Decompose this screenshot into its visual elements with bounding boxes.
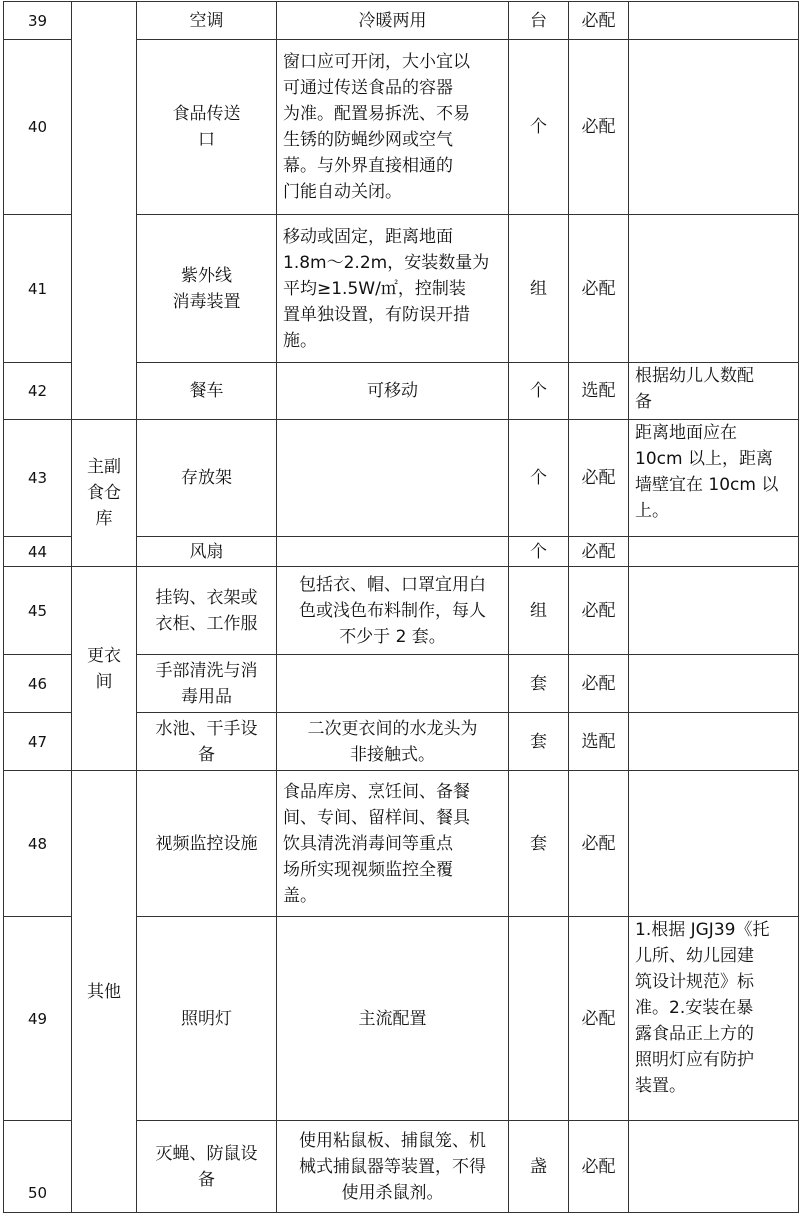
row-number: 50 [4,1121,72,1213]
item-note [629,655,799,713]
category-cell: 更衣 间 [72,567,137,771]
row-number: 45 [4,567,72,655]
category-cell: 主副 食仓 库 [72,420,137,567]
item-desc: 食品库房、烹饪间、备餐 间、专间、留样间、餐具 饮具清洗消毒间等重点 场所实现视频监控全覆 盖。 [277,771,509,917]
row-number: 43 [4,420,72,537]
item-requirement: 必配 [569,2,629,40]
item-unit: 套 [509,655,569,713]
item-note [629,215,799,363]
item-desc: 主流配置 [277,917,509,1121]
item-requirement: 必配 [569,917,629,1121]
table-row [4,567,799,655]
item-requirement: 必配 [569,1121,629,1213]
item-requirement: 必配 [569,567,629,655]
item-desc [277,420,509,537]
item-unit: 台 [509,2,569,40]
table-row [4,2,799,40]
item-unit: 组 [509,567,569,655]
item-name: 风扇 [137,537,277,567]
item-note [629,567,799,655]
item-name: 视频监控设施 [137,771,277,917]
item-name: 食品传送 口 [137,40,277,215]
item-requirement: 必配 [569,420,629,537]
item-note [629,2,799,40]
row-number: 44 [4,537,72,567]
row-number: 41 [4,215,72,363]
row-number: 40 [4,40,72,215]
item-name: 灭蝇、防鼠设 备 [137,1121,277,1213]
item-requirement: 选配 [569,363,629,420]
table-row [4,420,799,537]
row-number: 42 [4,363,72,420]
item-requirement: 必配 [569,655,629,713]
item-requirement: 必配 [569,537,629,567]
item-name: 手部清洗与消 毒用品 [137,655,277,713]
category-cell [72,2,137,420]
row-number: 49 [4,917,72,1121]
item-unit: 套 [509,771,569,917]
item-desc: 窗口应可开闭，大小宜以 可通过传送食品的容器 为准。配置易拆洗、不易 生锈的防蝇纱网或空气 幕。与外界直接相通的 门能自动关闭。 [277,40,509,215]
item-name: 空调 [137,2,277,40]
row-number: 48 [4,771,72,917]
item-requirement: 必配 [569,215,629,363]
item-unit: 个 [509,40,569,215]
item-desc: 可移动 [277,363,509,420]
item-unit: 套 [509,713,569,771]
item-note [629,1121,799,1213]
item-note [629,40,799,215]
item-unit: 个 [509,537,569,567]
equipment-table [3,1,799,1213]
item-note [629,537,799,567]
item-note [629,771,799,917]
item-requirement: 必配 [569,771,629,917]
category-cell: 其他 [72,771,137,1213]
item-name: 水池、干手设 备 [137,713,277,771]
item-note [629,713,799,771]
item-unit: 盏 [509,1121,569,1213]
item-requirement: 选配 [569,713,629,771]
item-desc: 移动或固定，距离地面 1.8m～2.2m，安装数量为 平均≥1.5W/㎡，控制装 置单独设置，有防误开措 施。 [277,215,509,363]
row-number: 39 [4,2,72,40]
item-note: 距离地面应在 10cm 以上，距离 墙壁宜在 10cm 以 上。 [629,420,799,537]
item-desc: 二次更衣间的水龙头为 非接触式。 [277,713,509,771]
item-name: 挂钩、衣架或 衣柜、工作服 [137,567,277,655]
item-unit: 组 [509,215,569,363]
item-name: 照明灯 [137,917,277,1121]
item-requirement: 必配 [569,40,629,215]
row-number: 47 [4,713,72,771]
item-desc: 冷暖两用 [277,2,509,40]
item-unit: 个 [509,420,569,537]
item-note: 根据幼儿人数配 备 [629,363,799,420]
item-desc [277,655,509,713]
item-unit [509,917,569,1121]
item-desc [277,537,509,567]
item-name: 餐车 [137,363,277,420]
row-number: 46 [4,655,72,713]
item-desc: 使用粘鼠板、捕鼠笼、机 械式捕鼠器等装置，不得 使用杀鼠剂。 [277,1121,509,1213]
item-name: 存放架 [137,420,277,537]
item-desc: 包括衣、帽、口罩宜用白 色或浅色布料制作，每人 不少于 2 套。 [277,567,509,655]
item-note: 1.根据 JGJ39《托 儿所、幼儿园建 筑设计规范》标 准。2.安装在暴 露食品正上方的 照明灯应有防护 装置。 [629,917,799,1121]
table-row [4,771,799,917]
item-unit: 个 [509,363,569,420]
item-name: 紫外线 消毒装置 [137,215,277,363]
